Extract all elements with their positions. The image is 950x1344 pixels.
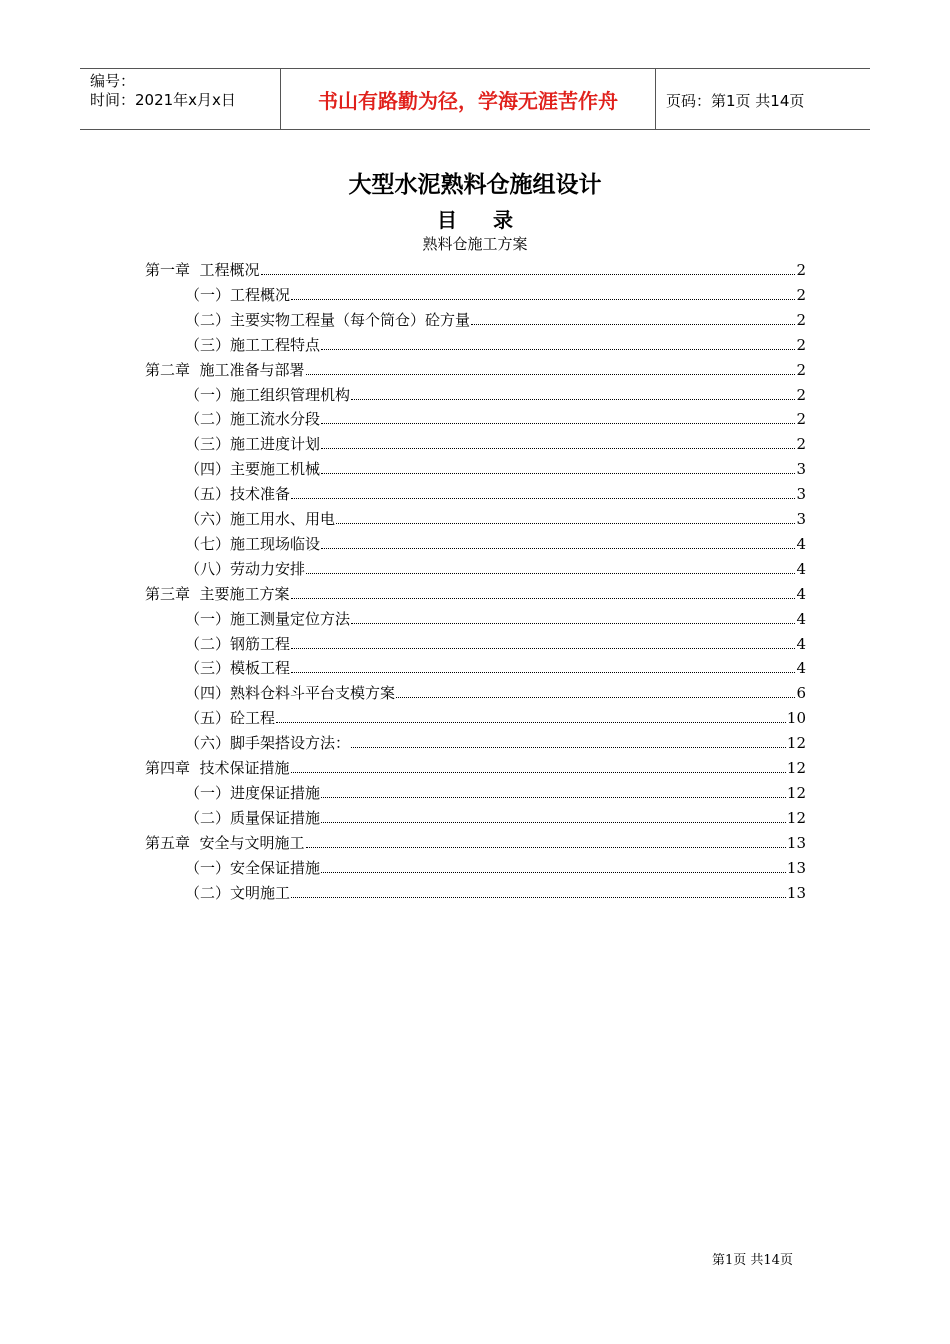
toc-entry[interactable]: [185, 854, 806, 878]
number-label: 编号：: [90, 72, 136, 90]
toc-entry-page: 10: [786, 709, 806, 728]
toc-entry-page: 3: [796, 485, 806, 504]
toc-entry-page: 4: [796, 609, 806, 628]
toc-entry-page: 2: [796, 385, 806, 404]
toc-entry-title: （二）钢筋工程: [185, 634, 291, 653]
toc-entry[interactable]: [185, 804, 806, 828]
toc-entry-title: 第一章 工程概况: [145, 261, 260, 279]
toc-entry-page: 2: [796, 261, 806, 279]
header-page-cell: [656, 69, 870, 129]
header-motto-cell: [280, 69, 656, 129]
header-meta-cell: [80, 69, 280, 129]
toc-leader-dots: [351, 399, 795, 400]
toc-leader-dots: [261, 274, 796, 275]
toc-entry-title: （五）技术准备: [185, 485, 291, 504]
toc-entry[interactable]: [185, 281, 806, 305]
toc-entry-title: （六）施工用水、用电: [185, 510, 336, 528]
toc-leader-dots: [291, 648, 795, 649]
toc-entry-title: （一）工程概况: [185, 285, 291, 304]
toc-leader-dots: [306, 573, 795, 574]
toc-leader-dots: [291, 672, 795, 673]
toc-entry[interactable]: [185, 455, 806, 479]
document-subtitle: 熟料仓施工方案: [422, 235, 528, 253]
document-header: [80, 68, 870, 130]
toc-entry-page: 2: [796, 410, 806, 429]
toc-entry-title: （三）施工工程特点: [185, 335, 321, 354]
toc-heading: 目录: [437, 208, 549, 232]
toc-leader-dots: [291, 498, 795, 499]
toc-leader-dots: [276, 722, 786, 723]
toc-entry-page: 2: [796, 360, 806, 379]
toc-entry-title: （一）施工组织管理机构: [185, 385, 351, 404]
toc-leader-dots: [396, 697, 795, 698]
toc-entry-title: （三）施工进度计划: [185, 435, 321, 454]
toc-leader-dots: [321, 797, 786, 798]
toc-entry[interactable]: [185, 779, 806, 803]
toc-entry-page: 12: [786, 734, 806, 753]
toc-entry[interactable]: [185, 405, 806, 429]
toc-entry-page: 12: [786, 808, 806, 827]
toc-entry[interactable]: [145, 829, 806, 853]
toc-entry-page: 2: [796, 335, 806, 354]
toc-entry-page: 4: [796, 534, 806, 553]
toc-leader-dots: [321, 349, 795, 350]
toc-entry[interactable]: [185, 381, 806, 405]
toc-leader-dots: [291, 772, 786, 773]
toc-entry-page: 4: [796, 584, 806, 603]
toc-entry[interactable]: [185, 430, 806, 454]
toc-entry-title: （一）进度保证措施: [185, 783, 321, 802]
toc-leader-dots: [321, 473, 795, 474]
toc-entry-page: 12: [786, 759, 806, 777]
toc-entry-page: 13: [786, 833, 806, 852]
toc-leader-dots: [351, 623, 795, 624]
toc-leader-dots: [321, 872, 786, 873]
toc-entry-page: 2: [796, 285, 806, 304]
toc-entry[interactable]: [185, 879, 806, 903]
toc-entry-title: （二）质量保证措施: [185, 808, 321, 827]
toc-entry-page: 4: [796, 659, 806, 678]
toc-leader-dots: [291, 897, 786, 898]
toc-entry-title: 第二章 施工准备与部署: [145, 360, 305, 379]
toc-leader-dots: [336, 523, 795, 524]
document-title: 大型水泥熟料仓施组设计: [348, 172, 602, 198]
toc-entry[interactable]: [185, 505, 806, 529]
toc-entry-title: 第四章 技术保证措施: [145, 759, 290, 777]
toc-entry-title: （七）施工现场临设: [185, 534, 321, 553]
toc-leader-dots: [291, 299, 795, 300]
header-page-label: 页码：第1页 共14页: [666, 92, 805, 110]
time-label: 时间：2021年x月x日: [90, 91, 236, 109]
toc-entry[interactable]: [185, 530, 806, 554]
toc-entry[interactable]: [185, 480, 806, 504]
toc-entry[interactable]: [185, 630, 806, 654]
toc-entry-page: 12: [786, 783, 806, 802]
toc-entry[interactable]: [185, 306, 806, 330]
toc-entry-title: （一）安全保证措施: [185, 858, 321, 877]
toc-entry-page: 13: [786, 883, 806, 902]
toc-entry[interactable]: [145, 754, 806, 778]
toc-entry-page: 3: [796, 510, 806, 528]
toc-entry-page: 3: [796, 460, 806, 479]
toc-entry[interactable]: [185, 654, 806, 678]
toc-leader-dots: [321, 423, 795, 424]
toc-entry-page: 13: [786, 858, 806, 877]
toc-entry-page: 2: [796, 310, 806, 329]
toc-leader-dots: [351, 747, 786, 748]
toc-entry-title: （二）主要实物工程量（每个筒仓）砼方量: [185, 310, 471, 329]
toc-entry-title: （四）主要施工机械: [185, 460, 321, 479]
toc-entry-title: （二）文明施工: [185, 883, 291, 902]
toc-entry-title: 第五章 安全与文明施工: [145, 833, 305, 852]
toc-entry[interactable]: [185, 555, 806, 579]
toc-entry-title: （八）劳动力安排: [185, 559, 306, 578]
toc-leader-dots: [291, 598, 796, 599]
toc-entry[interactable]: [185, 679, 806, 703]
toc-entry-page: 2: [796, 435, 806, 454]
toc-entry[interactable]: [185, 704, 806, 728]
toc-leader-dots: [306, 374, 796, 375]
toc-entry-title: （二）施工流水分段: [185, 410, 321, 429]
toc-leader-dots: [321, 822, 786, 823]
toc-entry-title: （一）施工测量定位方法: [185, 609, 351, 628]
toc-entry[interactable]: [185, 729, 806, 753]
toc-leader-dots: [306, 847, 786, 848]
toc-entry-title: （五）砼工程: [185, 709, 276, 728]
toc-entry-title: 第三章 主要施工方案: [145, 584, 290, 603]
toc-entry[interactable]: [145, 256, 806, 280]
toc-entry-page: 4: [796, 634, 806, 653]
toc-entry-page: 6: [796, 684, 806, 703]
toc-entry-title: （六）脚手架搭设方法：: [185, 734, 351, 753]
toc-entry-title: （三）模板工程: [185, 659, 291, 678]
toc-leader-dots: [321, 448, 795, 449]
toc-leader-dots: [321, 548, 795, 549]
toc-entry-page: 4: [796, 559, 806, 578]
toc-entry[interactable]: [185, 331, 806, 355]
toc-entry-title: （四）熟料仓料斗平台支模方案: [185, 684, 396, 703]
toc-entry[interactable]: [145, 580, 806, 604]
toc-leader-dots: [471, 324, 795, 325]
footer-page-number: 第1页 共14页: [712, 1253, 793, 1268]
motto: 书山有路勤为径，学海无涯苦作舟: [318, 89, 618, 113]
toc-entry[interactable]: [145, 356, 806, 380]
toc-entry[interactable]: [185, 605, 806, 629]
